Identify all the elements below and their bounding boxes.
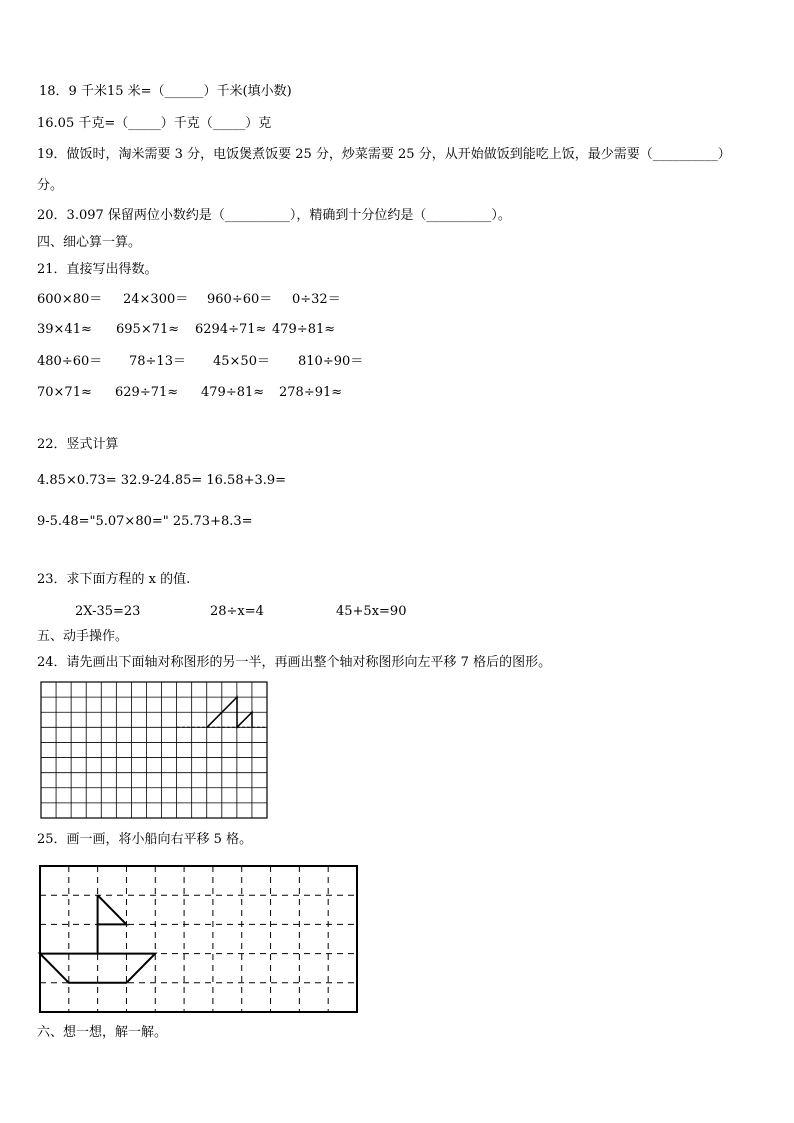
q21-item: 70×71≈ [37, 385, 92, 400]
q21-item: 45×50＝ [213, 354, 270, 369]
q20-line: 20．3.097 保留两位小数约是（__________），精确到十分位约是（__________）。 [37, 208, 511, 223]
q19-line: 19．做饭时，淘米需要 3 分，电饭煲煮饭要 25 分，炒菜需要 25 分，从开始做饭到能吃上饭，最少需要（__________） [37, 147, 731, 162]
q18b-line: 16.05 千克=（_____）千克（_____）克 [37, 116, 272, 131]
q19-line-continued: 分。 [37, 178, 64, 193]
q21-item: 0÷32＝ [292, 292, 341, 307]
q22-line-1: 4.85×0.73= 32.9-24.85= 16.58+3.9= [37, 473, 287, 488]
q25-grid-border [40, 866, 357, 1012]
q24-grid-figure [41, 682, 271, 822]
q21-title: 21．直接写出得数。 [37, 262, 158, 277]
q23-title: 23．求下面方程的 x 的值. [37, 572, 191, 587]
q25-title: 25．画一画，将小船向右平移 5 格。 [37, 832, 253, 847]
q21-item: 600×80＝ [37, 292, 103, 307]
q21-item: 24×300＝ [123, 292, 189, 307]
q21-item: 810÷90＝ [298, 354, 364, 369]
q25-grid-lines [40, 866, 357, 1012]
q25-grid-figure [40, 866, 360, 1016]
q21-row-3 [37, 354, 363, 370]
q21-item: 78÷13＝ [129, 354, 186, 369]
q21-row-1 [37, 292, 341, 308]
q24-grid-border [41, 682, 267, 818]
equation: 28÷x=4 [210, 604, 264, 619]
q21-row-4 [37, 385, 342, 401]
q21-item: 479÷81≈ [272, 322, 336, 337]
q24-title: 24．请先画出下面轴对称图形的另一半，再画出整个轴对称图形向左平移 7 格后的图形。 [37, 655, 552, 670]
q21-item: 278÷91≈ [279, 385, 343, 400]
equation: 2X-35=23 [75, 604, 141, 619]
boat-sail [98, 895, 127, 924]
q21-item: 479÷81≈ [201, 385, 265, 400]
q21-item: 480÷60＝ [37, 354, 103, 369]
q22-line-2: 9-5.48="5.07×80=" 25.73+8.3= [37, 514, 253, 529]
q24-grid-lines [41, 682, 267, 818]
q21-item: 960÷60＝ [207, 292, 273, 307]
q23-equations [75, 604, 406, 620]
section-5-heading: 五、动手操作。 [37, 629, 129, 644]
q22-title: 22．竖式计算 [37, 437, 119, 452]
equation: 45+5x=90 [336, 604, 407, 619]
q21-item: 629÷71≈ [115, 385, 179, 400]
section-6-heading: 六、想一想，解一解。 [37, 1025, 168, 1040]
q21-item: 39×41≈ [37, 322, 92, 337]
q18-line: 18．9 千米15 米=（______）千米(填小数) [39, 84, 292, 99]
q21-item: 6294÷71≈ [195, 322, 267, 337]
section-4-heading: 四、细心算一算。 [37, 235, 142, 250]
q21-item: 695×71≈ [116, 322, 180, 337]
q21-row-2 [37, 322, 335, 338]
